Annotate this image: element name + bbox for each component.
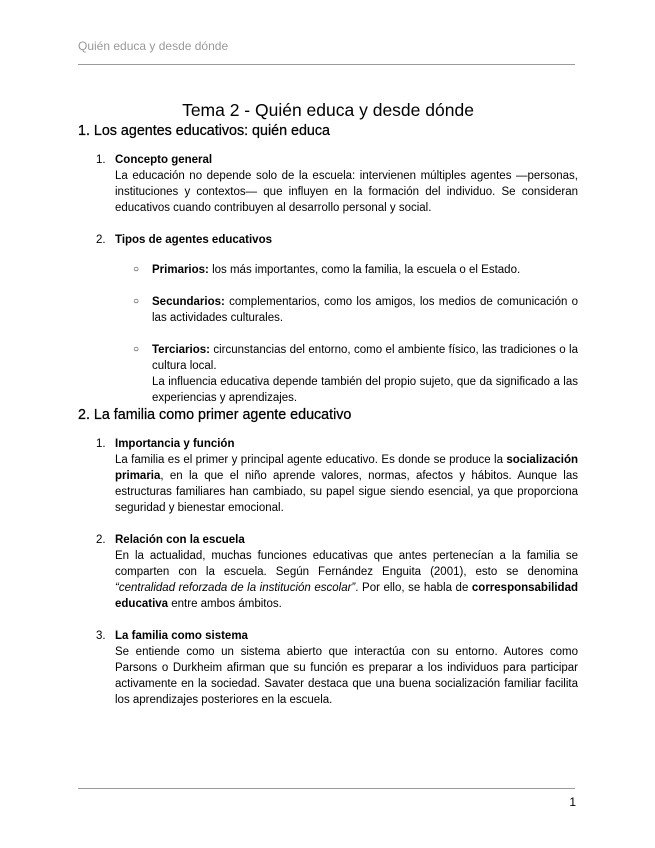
body-text: , en la que el niño aprende valores, normas, afectos y hábitos. Aunque las estructuras familiares han cambiado, su papel sigue siendo esencial, ya que proporciona seguridad y bienestar emocional. xyxy=(115,470,578,514)
page-number: 1 xyxy=(569,795,576,809)
item-title: Tipos de agentes educativos xyxy=(115,234,273,246)
item-title: La familia como sistema xyxy=(115,630,248,642)
body-text: entre ambos ámbitos. xyxy=(168,598,282,610)
subitem-label: Terciarios: xyxy=(152,344,210,356)
list-number: 3. xyxy=(96,630,106,642)
document-title: Tema 2 - Quién educa y desde dónde xyxy=(182,100,474,120)
list-number: 1. xyxy=(96,154,106,166)
subitem-extra-text: La influencia educativa depende también del propio sujeto, que da significado a las experiencias y aprendizajes. xyxy=(152,376,578,404)
section-heading-agentes: 1. Los agentes educativos: quién educa xyxy=(78,123,330,139)
italic-quote: “centralidad reforzada de la institución escolar” xyxy=(115,582,356,594)
bold-term: socialización primaria xyxy=(115,454,578,482)
list-item-tipos xyxy=(78,232,578,406)
hollow-circle-bullet-icon: ○ xyxy=(133,264,140,275)
list-number: 2. xyxy=(96,534,106,546)
item-title: Relación con la escuela xyxy=(115,534,245,546)
subitem-text: complementarios, como los amigos, los medios de comunicación o las actividades culturales. xyxy=(152,296,578,324)
item-body: Se entiende como un sistema abierto que interactúa con su entorno. Autores como Parsons o Durkheim afirman que su función es preparar a los individuos para participar activamente en la sociedad. Savater destaca que una buena socialización familiar facilita los aprendizajes posteriores en la escuela. xyxy=(115,646,578,706)
item-title: Importancia y función xyxy=(115,438,235,450)
hollow-circle-bullet-icon: ○ xyxy=(133,344,140,355)
hollow-circle-bullet-icon: ○ xyxy=(133,296,140,307)
list-number: 1. xyxy=(96,438,106,450)
item-title: Concepto general xyxy=(115,154,213,166)
subitem-text: los más importantes, como la familia, la escuela o el Estado. xyxy=(208,264,521,276)
agent-types-list xyxy=(115,262,578,406)
subitem-label: Primarios: xyxy=(152,264,209,276)
subitem-secundarios xyxy=(115,294,578,326)
subitem-terciarios xyxy=(115,342,578,406)
list-item-sistema xyxy=(78,628,578,708)
document-body xyxy=(78,98,578,708)
section-1-list xyxy=(78,152,578,406)
item-body xyxy=(115,548,578,612)
body-text: En la actualidad, muchas funciones educativas que antes pertenecían a la familia se comparten con la escuela. Según Fernández Enguita (2001), esto se denomina xyxy=(115,550,578,578)
item-body: La educación no depende solo de la escuela: intervienen múltiples agentes —personas, instituciones y contextos— que influyen en la formación del individuo. Se consideran educativos cuando contribuyen al desarrollo personal y social. xyxy=(115,170,578,214)
body-text: . Por ello, se habla de xyxy=(355,582,472,594)
list-number: 2. xyxy=(96,234,106,246)
footer-divider xyxy=(78,788,575,789)
section-2-list xyxy=(78,436,578,708)
item-body xyxy=(115,452,578,516)
list-item-relacion xyxy=(78,532,578,612)
section-heading-familia: 2. La familia como primer agente educativo xyxy=(78,407,352,423)
bold-term: corresponsabilidad educativa xyxy=(115,582,578,610)
list-item-concepto xyxy=(78,152,578,216)
list-item-importancia xyxy=(78,436,578,516)
subitem-label: Secundarios: xyxy=(152,296,225,308)
body-text: La familia es el primer y principal agente educativo. Es donde se produce la xyxy=(115,454,507,466)
subitem-text: circunstancias del entorno, como el ambiente físico, las tradiciones o la cultura local. xyxy=(152,344,578,372)
header-divider xyxy=(78,64,575,65)
running-header: Quién educa y desde dónde xyxy=(78,39,229,53)
subitem-primarios xyxy=(115,262,578,278)
